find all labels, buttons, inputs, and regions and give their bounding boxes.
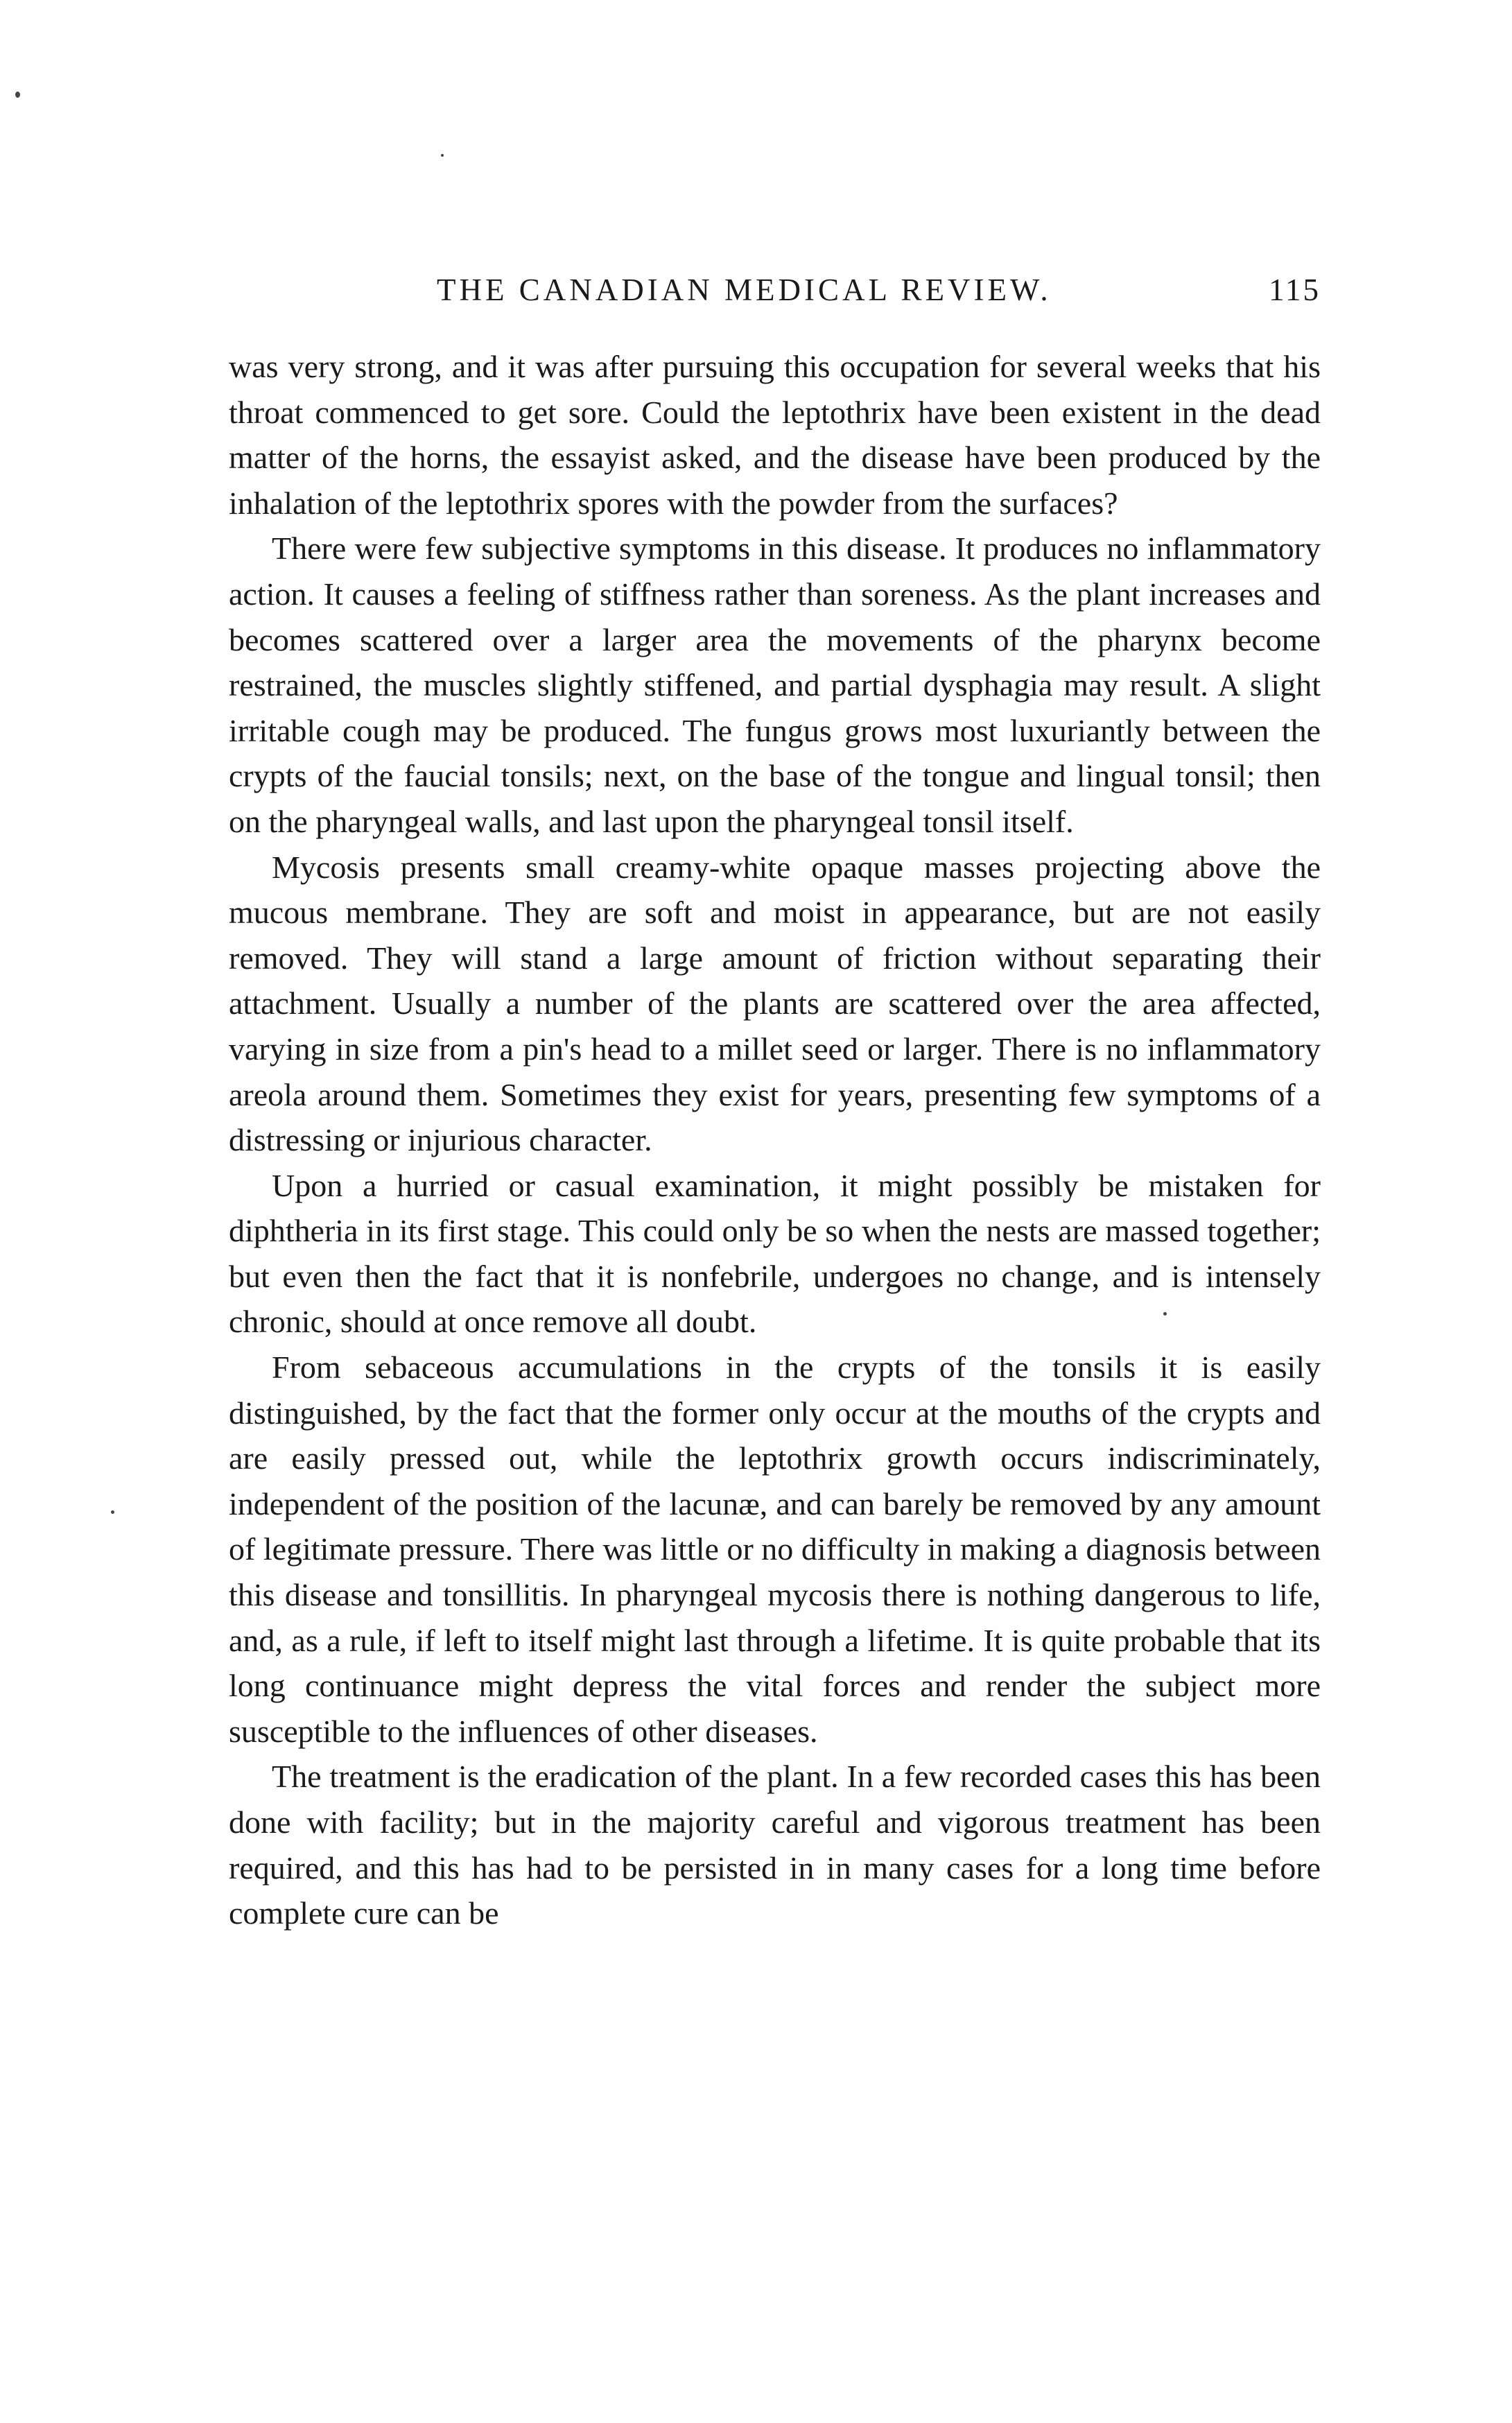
paragraph-5: From sebaceous accumulations in the crypts of the tonsils it is easily distinguished, by the fact that the former only occur at the mouths of the crypts and are easily pressed out, while the leptothrix growth occurs indiscriminately, independent of the position of the lacunæ, and can barely be removed by any amount of legitimate pressure. There was little or no difficulty in making a diagnosis between this disease and tonsillitis. In pharyngeal mycosis there is nothing dangerous to life, and, as a rule, if left to itself might last through a lifetime. It is quite probable that its long continuance might depress the vital forces and render the subject more susceptible to the influences of other diseases. — [229, 1350, 1321, 1749]
paragraph-2: There were few subjective symptoms in this disease. It produces no inflammatory action. It causes a feeling of stiffness rather than soreness. As the plant increases and becomes scattered over a larger area the movements of the pharynx become restrained, the muscles slightly stiffened, and partial dysphagia may result. A slight irritable cough may be produced. The fungus grows most luxuriantly between the crypts of the faucial tonsils; next, on the base of the tongue and lingual tonsil; then on the pharyngeal walls, and last upon the pharyngeal tonsil itself. — [229, 531, 1321, 839]
scan-speck — [111, 1510, 114, 1514]
scan-speck — [15, 92, 20, 98]
paragraph-1: was very strong, and it was after pursuing this occupation for several weeks that his throat commenced to get sore. Could the leptothrix have been existent in the dead matter of the horns, the essayist asked, and the disease have been produced by the inhalation of the leptothrix spores with the powder from the surfaces? — [229, 349, 1321, 521]
paragraph-6: The treatment is the eradication of the plant. In a few recorded cases this has been done with facility; but in the majority careful and vigorous treatment has been required, and this has had to be persisted in in many cases for a long time before complete cure can be — [229, 1759, 1321, 1931]
running-head — [229, 272, 1321, 313]
body-text — [229, 344, 1321, 1936]
running-title: THE CANADIAN MEDICAL REVIEW. — [437, 273, 1052, 307]
scan-speck — [1163, 1312, 1167, 1316]
scan-speck — [441, 154, 444, 157]
paragraph-4: Upon a hurried or casual examination, it might possibly be mistaken for diphtheria in its first stage. This could only be so when the nests are massed together; but even then the fact that it is nonfebrile, undergoes no change, and is intensely chronic, should at once remove all doubt. — [229, 1167, 1321, 1340]
paragraph-3: Mycosis presents small creamy-white opaque masses projecting above the mucous membrane. They are soft and moist in appearance, but are not easily removed. They will stand a large amount of friction without separating their attachment. Usually a number of the plants are scattered over the area affected, varying in size from a pin's head to a millet seed or larger. There is no inflammatory areola around them. Sometimes they exist for years, presenting few symptoms of a distressing or injurious character. — [229, 849, 1321, 1158]
page-number: 115 — [1269, 273, 1321, 307]
